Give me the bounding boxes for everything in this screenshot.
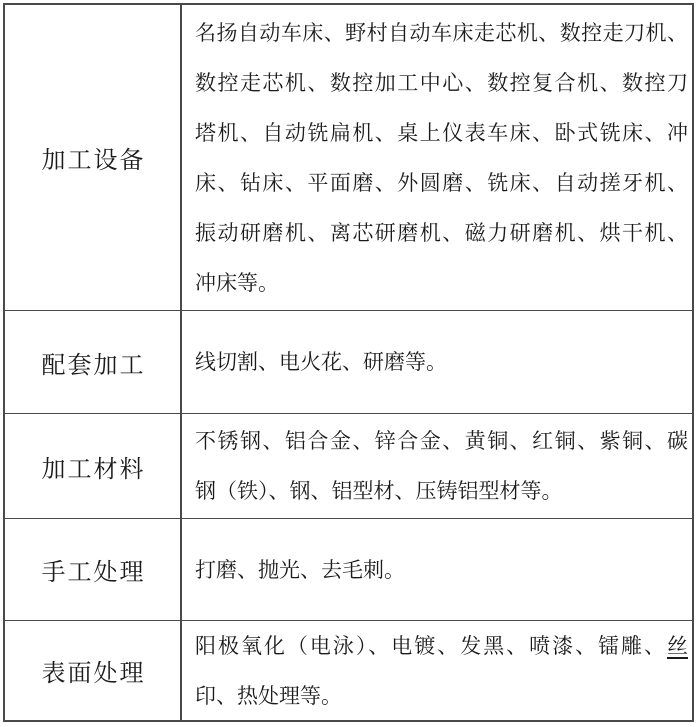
content-line: 冲床等。 — [195, 270, 279, 295]
table-row-processing-equipment — [5, 5, 692, 310]
table-row-surface-treatment — [5, 620, 692, 720]
row-content — [182, 311, 692, 413]
capabilities-table — [3, 3, 694, 722]
table-row-supporting-processing — [5, 310, 692, 413]
content-text: 阳极氧化（电泳）、电镀、发黑、喷漆、镭雕、 — [195, 633, 667, 658]
content-line: 振动研磨机、离芯研磨机、磁力研磨机、烘干机、 — [195, 220, 688, 245]
row-label: 配套加工 — [5, 311, 182, 413]
row-content — [182, 5, 692, 310]
content-line: 塔机、自动铣扁机、桌上仪表车床、卧式铣床、冲 — [195, 120, 688, 145]
table-row-manual-processing — [5, 518, 692, 620]
table-row-processing-materials — [5, 413, 692, 518]
content-line: 线切割、电火花、研磨等。 — [195, 350, 447, 374]
content-line: 名扬自动车床、野村自动车床走芯机、数控走刀机、 — [195, 20, 688, 45]
content-line: 钢（铁）、钢、铝型材、压铸铝型材等。 — [195, 479, 563, 503]
row-content — [182, 414, 692, 518]
content-line: 数控走芯机、数控加工中心、数控复合机、数控刀 — [195, 70, 688, 95]
row-label: 手工处理 — [5, 519, 182, 620]
content-line: 打磨、抛光、去毛刺。 — [195, 557, 405, 582]
content-line: 印、热处理等。 — [195, 683, 342, 708]
underlined-text: 丝 — [667, 633, 688, 658]
content-line: 不锈钢、铝合金、锌合金、黄铜、红铜、紫铜、碳 — [195, 429, 688, 453]
row-content — [182, 519, 692, 620]
row-label: 加工材料 — [5, 414, 182, 518]
content-line — [195, 621, 688, 671]
row-label: 加工设备 — [5, 5, 182, 310]
content-line: 床、钻床、平面磨、外圆磨、铣床、自动搓牙机、 — [195, 170, 688, 195]
row-label: 表面处理 — [5, 621, 182, 720]
row-content — [182, 621, 692, 720]
